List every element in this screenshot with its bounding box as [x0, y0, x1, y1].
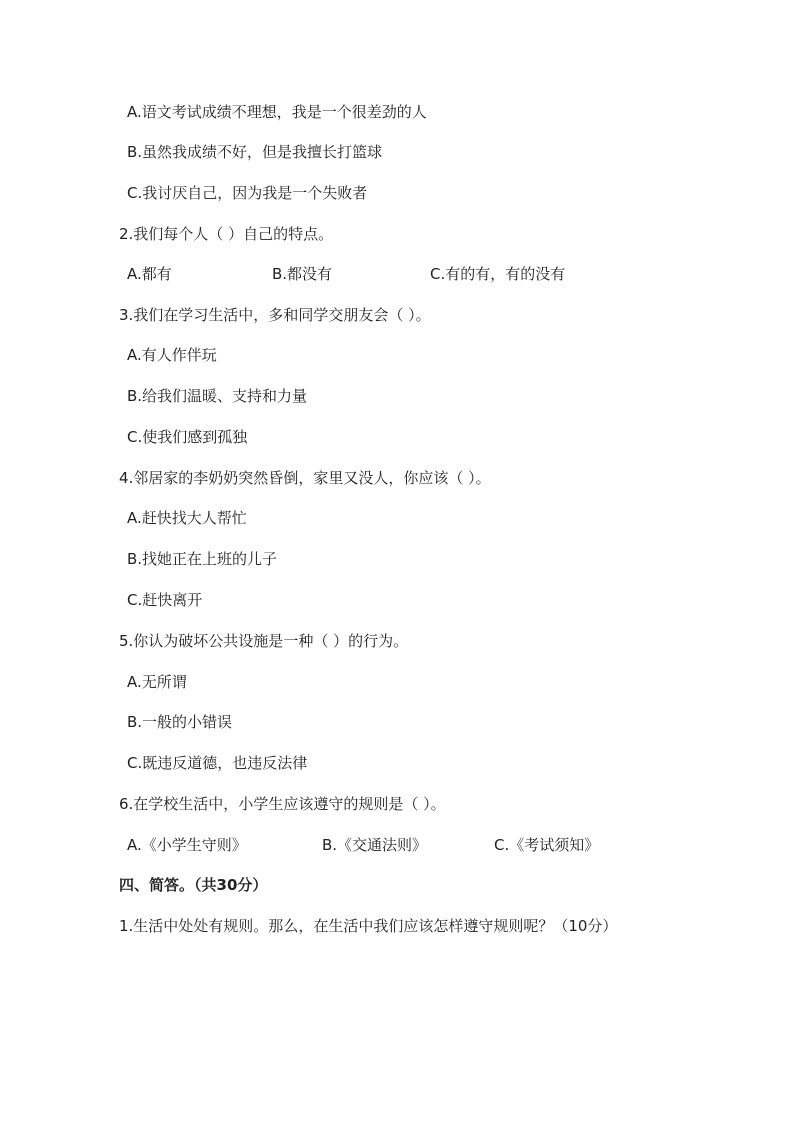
- q4-option-b: B.找她正在上班的儿子: [127, 550, 278, 568]
- q1-option-a: A.语文考试成绩不理想，我是一个很差劲的人: [127, 103, 427, 121]
- q3-option-c: C.使我们感到孤独: [127, 428, 248, 446]
- q2-options-row: [127, 264, 687, 284]
- q5-option-b: B.一般的小错误: [127, 713, 233, 731]
- q2-option-b: B.都没有: [272, 265, 333, 283]
- q3-stem: 3.我们在学习生活中，多和同学交朋友会（ ）。: [119, 306, 431, 324]
- q5-option-c: C.既违反道德，也违反法律: [127, 754, 308, 772]
- q1-option-b: B.虽然我成绩不好，但是我擅长打篮球: [127, 143, 383, 161]
- q5-option-a: A.无所谓: [127, 673, 187, 691]
- q2-stem: 2.我们每个人（ ）自己的特点。: [119, 225, 334, 243]
- q6-option-c: C.《考试须知》: [494, 836, 600, 854]
- q5-stem: 5.你认为破坏公共设施是一种（ ）的行为。: [119, 632, 409, 650]
- q1-option-c: C.我讨厌自己，因为我是一个失败者: [127, 184, 368, 202]
- section4-q1: 1.生活中处处有规则。那么，在生活中我们应该怎样遵守规则呢？（10分）: [119, 917, 618, 935]
- q6-stem: 6.在学校生活中，小学生应该遵守的规则是（ ）。: [119, 795, 446, 813]
- q2-option-c: C.有的有，有的没有: [430, 265, 566, 283]
- q3-option-a: A.有人作伴玩: [127, 346, 217, 364]
- q4-stem: 4.邻居家的李奶奶突然昏倒，家里又没人，你应该（ ）。: [119, 469, 491, 487]
- q4-option-a: A.赶快找大人帮忙: [127, 509, 247, 527]
- q3-option-b: B.给我们温暖、支持和力量: [127, 387, 308, 405]
- section4-heading: 四、简答。（共30分）: [119, 876, 268, 894]
- q4-option-c: C.赶快离开: [127, 591, 203, 609]
- q6-option-a: A.《小学生守则》: [127, 836, 247, 854]
- q2-option-a: A.都有: [127, 265, 172, 283]
- q6-option-b: B.《交通法则》: [322, 836, 428, 854]
- q6-options-row: [127, 835, 687, 855]
